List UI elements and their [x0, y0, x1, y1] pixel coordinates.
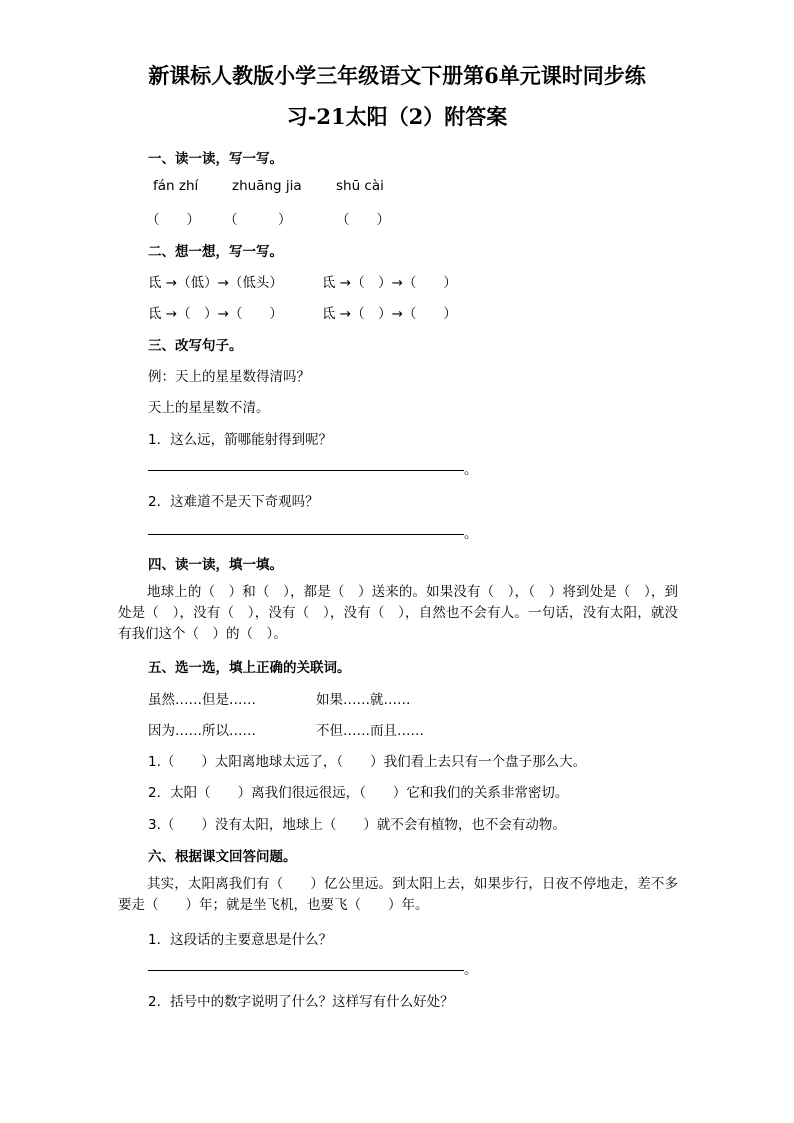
section-2-heading: 二、想一想，写一写。	[148, 244, 283, 260]
question-5-3: 3.（ ）没有太阳，地球上（ ）就不会有植物，也不会有动物。	[148, 817, 566, 833]
pinyin-2: zhuāng jia	[232, 178, 302, 194]
end-mark: 。	[464, 462, 478, 478]
passage-paragraph: 其实，太阳离我们有（ ）亿公里远。到太阳上去，如果步行，日夜不停地走，差不多要走（ ）年；就是坐飞机，也要飞（ ）年。	[118, 876, 678, 913]
question-5-1: 1.（ ）太阳离地球太远了，（ ）我们看上去只有一个盘子那么大。	[148, 754, 587, 770]
answer-line-3-2[interactable]	[148, 534, 464, 535]
question-6-2: 2．括号中的数字说明了什么？这样写有什么好处？	[148, 994, 454, 1010]
word-chain-1: 氐 →（低）→（低头）	[148, 275, 283, 291]
question-3-1: 1．这么远，箭哪能射得到呢？	[148, 432, 333, 448]
section-5-heading: 五、选一选，填上正确的关联词。	[148, 660, 351, 676]
title-line-2: 习-21太阳（2）附答案	[286, 104, 508, 129]
section-1-heading: 一、读一读，写一写。	[148, 151, 283, 167]
end-mark: 。	[464, 962, 478, 978]
example-sentence: 例：天上的星星数得清吗？	[148, 369, 310, 385]
conjunction-option-4: 不但……而且……	[316, 723, 424, 739]
pinyin-1: fán zhí	[153, 178, 199, 194]
pinyin-3: shū cài	[336, 178, 384, 194]
conjunction-option-3: 因为……所以……	[148, 723, 256, 739]
word-chain-4: 氐 →（ ）→（ ）	[322, 306, 457, 322]
section-3-heading: 三、改写句子。	[148, 338, 243, 354]
word-chain-3: 氐 →（ ）→（ ）	[148, 306, 283, 322]
end-mark: 。	[464, 526, 478, 542]
section-6-heading: 六、根据课文回答问题。	[148, 849, 297, 865]
answer-line-3-1[interactable]	[148, 470, 464, 471]
question-5-2: 2．太阳（ ）离我们很远很远，（ ）它和我们的关系非常密切。	[148, 785, 569, 801]
question-3-2: 2．这难道不是天下奇观吗？	[148, 494, 319, 510]
example-answer: 天上的星星数不清。	[148, 400, 270, 416]
title-line-1: 新课标人教版小学三年级语文下册第6单元课时同步练	[148, 63, 646, 88]
conjunction-option-1: 虽然……但是……	[148, 692, 256, 708]
reading-paragraph: 地球上的（ ）和（ ），都是（ ）送来的。如果没有（ ），（ ）将到处是（ ），到处是（ ），没有（ ），没有（ ），没有（ ），自然也不会有人。一句话，没有太阳，就没有我们这个（ ）的（ ）。	[118, 584, 678, 642]
answer-bracket-2: （ ）	[224, 212, 292, 228]
conjunction-option-2: 如果……就……	[316, 692, 411, 708]
answer-bracket-1: （ ）	[146, 212, 200, 228]
question-6-1: 1．这段话的主要意思是什么？	[148, 932, 333, 948]
word-chain-2: 氐 →（ ）→（ ）	[322, 275, 457, 291]
answer-line-6-1[interactable]	[148, 970, 464, 971]
answer-bracket-3: （ ）	[336, 212, 390, 228]
section-4-heading: 四、读一读，填一填。	[148, 557, 283, 573]
